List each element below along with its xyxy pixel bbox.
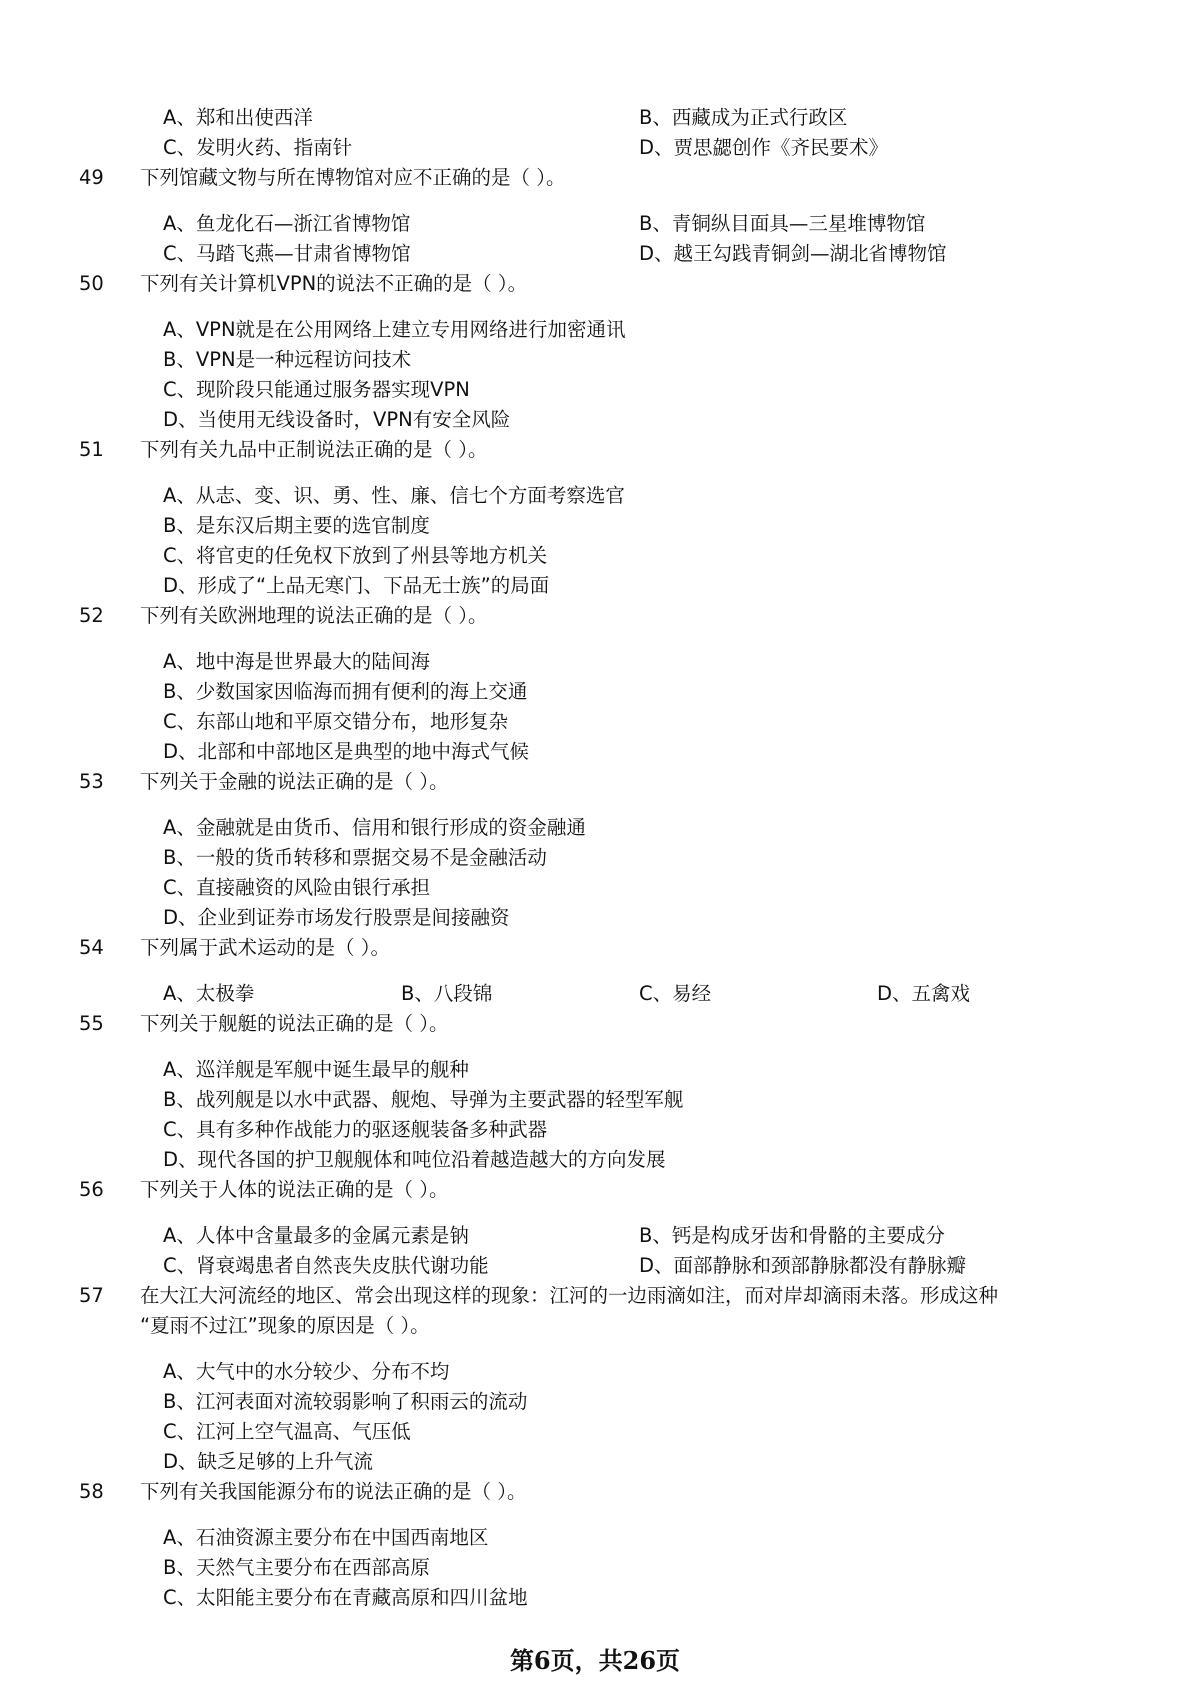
question-stem: 下列有关九品中正制说法正确的是（ ）。 — [140, 438, 488, 461]
question-stem-continued: “夏雨不过江”现象的原因是（ ）。 — [140, 1314, 430, 1337]
question-number: 54 — [79, 936, 104, 959]
option-b: B、钙是构成牙齿和骨骼的主要成分 — [639, 1224, 945, 1247]
option-a: A、石油资源主要分布在中国西南地区 — [163, 1526, 489, 1549]
option-a: A、地中海是世界最大的陆间海 — [163, 650, 430, 673]
option-c: C、肾衰竭患者自然丧失皮肤代谢功能 — [163, 1254, 489, 1277]
question-number: 51 — [79, 438, 104, 461]
option-a: A、太极拳 — [163, 982, 255, 1005]
question-stem: 下列关于舰艇的说法正确的是（ ）。 — [140, 1012, 449, 1035]
option-b: B、战列舰是以水中武器、舰炮、导弹为主要武器的轻型军舰 — [163, 1088, 684, 1111]
option-c: C、将官吏的任免权下放到了州县等地方机关 — [163, 544, 548, 567]
option-b: B、一般的货币转移和票据交易不是金融活动 — [163, 846, 547, 869]
option-b: B、少数国家因临海而拥有便利的海上交通 — [163, 680, 528, 703]
question-number: 52 — [79, 604, 104, 627]
question-stem: 下列有关欧洲地理的说法正确的是（ ）。 — [140, 604, 488, 627]
question-stem: 下列属于武术运动的是（ ）。 — [140, 936, 390, 959]
option-d: D、企业到证券市场发行股票是间接融资 — [163, 906, 510, 929]
question-number: 57 — [79, 1284, 104, 1307]
option-b: B、青铜纵目面具—三星堆博物馆 — [639, 212, 926, 235]
option-d: D、越王勾践青铜剑—湖北省博物馆 — [639, 242, 947, 265]
option-a: A、从志、变、识、勇、性、廉、信七个方面考察选官 — [163, 484, 625, 507]
option-a: A、鱼龙化石—浙江省博物馆 — [163, 212, 411, 235]
page-number-footer: 第6页，共26页 — [509, 1646, 681, 1675]
question-stem: 下列馆藏文物与所在博物馆对应不正确的是（ ）。 — [140, 166, 566, 189]
question-stem: 下列有关计算机VPN的说法不正确的是（ ）。 — [140, 272, 528, 295]
option-a: A、郑和出使西洋 — [163, 106, 313, 129]
option-c: C、马踏飞燕—甘肃省博物馆 — [163, 242, 411, 265]
question-stem: 下列关于金融的说法正确的是（ ）。 — [140, 770, 449, 793]
option-a: A、人体中含量最多的金属元素是钠 — [163, 1224, 469, 1247]
option-c: C、发明火药、指南针 — [163, 136, 353, 159]
option-a: A、大气中的水分较少、分布不均 — [163, 1360, 450, 1383]
option-d: D、形成了“上品无寒门、下品无士族”的局面 — [163, 574, 550, 597]
question-number: 53 — [79, 770, 104, 793]
option-a: A、巡洋舰是军舰中诞生最早的舰种 — [163, 1058, 469, 1081]
option-d: D、现代各国的护卫舰舰体和吨位沿着越造越大的方向发展 — [163, 1148, 666, 1171]
option-c: C、东部山地和平原交错分布，地形复杂 — [163, 710, 509, 733]
option-b: B、八段锦 — [401, 982, 493, 1005]
option-d: D、面部静脉和颈部静脉都没有静脉瓣 — [639, 1254, 967, 1277]
option-b: B、天然气主要分布在西部高原 — [163, 1556, 430, 1579]
option-d: D、五禽戏 — [877, 982, 971, 1005]
question-number: 58 — [79, 1480, 104, 1503]
option-b: B、江河表面对流较弱影响了积雨云的流动 — [163, 1390, 528, 1413]
option-b: B、是东汉后期主要的选官制度 — [163, 514, 430, 537]
option-d: D、当使用无线设备时，VPN有安全风险 — [163, 408, 511, 431]
question-stem: 下列有关我国能源分布的说法正确的是（ ）。 — [140, 1480, 527, 1503]
question-stem: 下列关于人体的说法正确的是（ ）。 — [140, 1178, 449, 1201]
question-number: 50 — [79, 272, 104, 295]
option-c: C、现阶段只能通过服务器实现VPN — [163, 378, 470, 401]
option-a: A、金融就是由货币、信用和银行形成的资金融通 — [163, 816, 586, 839]
question-number: 56 — [79, 1178, 104, 1201]
option-a: A、VPN就是在公用网络上建立专用网络进行加密通讯 — [163, 318, 626, 341]
option-c: C、易经 — [639, 982, 712, 1005]
option-b: B、西藏成为正式行政区 — [639, 106, 848, 129]
option-c: C、具有多种作战能力的驱逐舰装备多种武器 — [163, 1118, 548, 1141]
question-stem: 在大江大河流经的地区、常会出现这样的现象：江河的一边雨滴如注，而对岸却滴雨未落。形成这种 — [140, 1284, 999, 1307]
option-c: C、江河上空气温高、气压低 — [163, 1420, 411, 1443]
option-b: B、VPN是一种远程访问技术 — [163, 348, 412, 371]
question-number: 55 — [79, 1012, 104, 1035]
option-d: D、贾思勰创作《齐民要术》 — [639, 136, 889, 159]
option-d: D、北部和中部地区是典型的地中海式气候 — [163, 740, 530, 763]
option-c: C、太阳能主要分布在青藏高原和四川盆地 — [163, 1586, 528, 1609]
option-d: D、缺乏足够的上升气流 — [163, 1450, 374, 1473]
question-number: 49 — [79, 166, 104, 189]
option-c: C、直接融资的风险由银行承担 — [163, 876, 431, 899]
